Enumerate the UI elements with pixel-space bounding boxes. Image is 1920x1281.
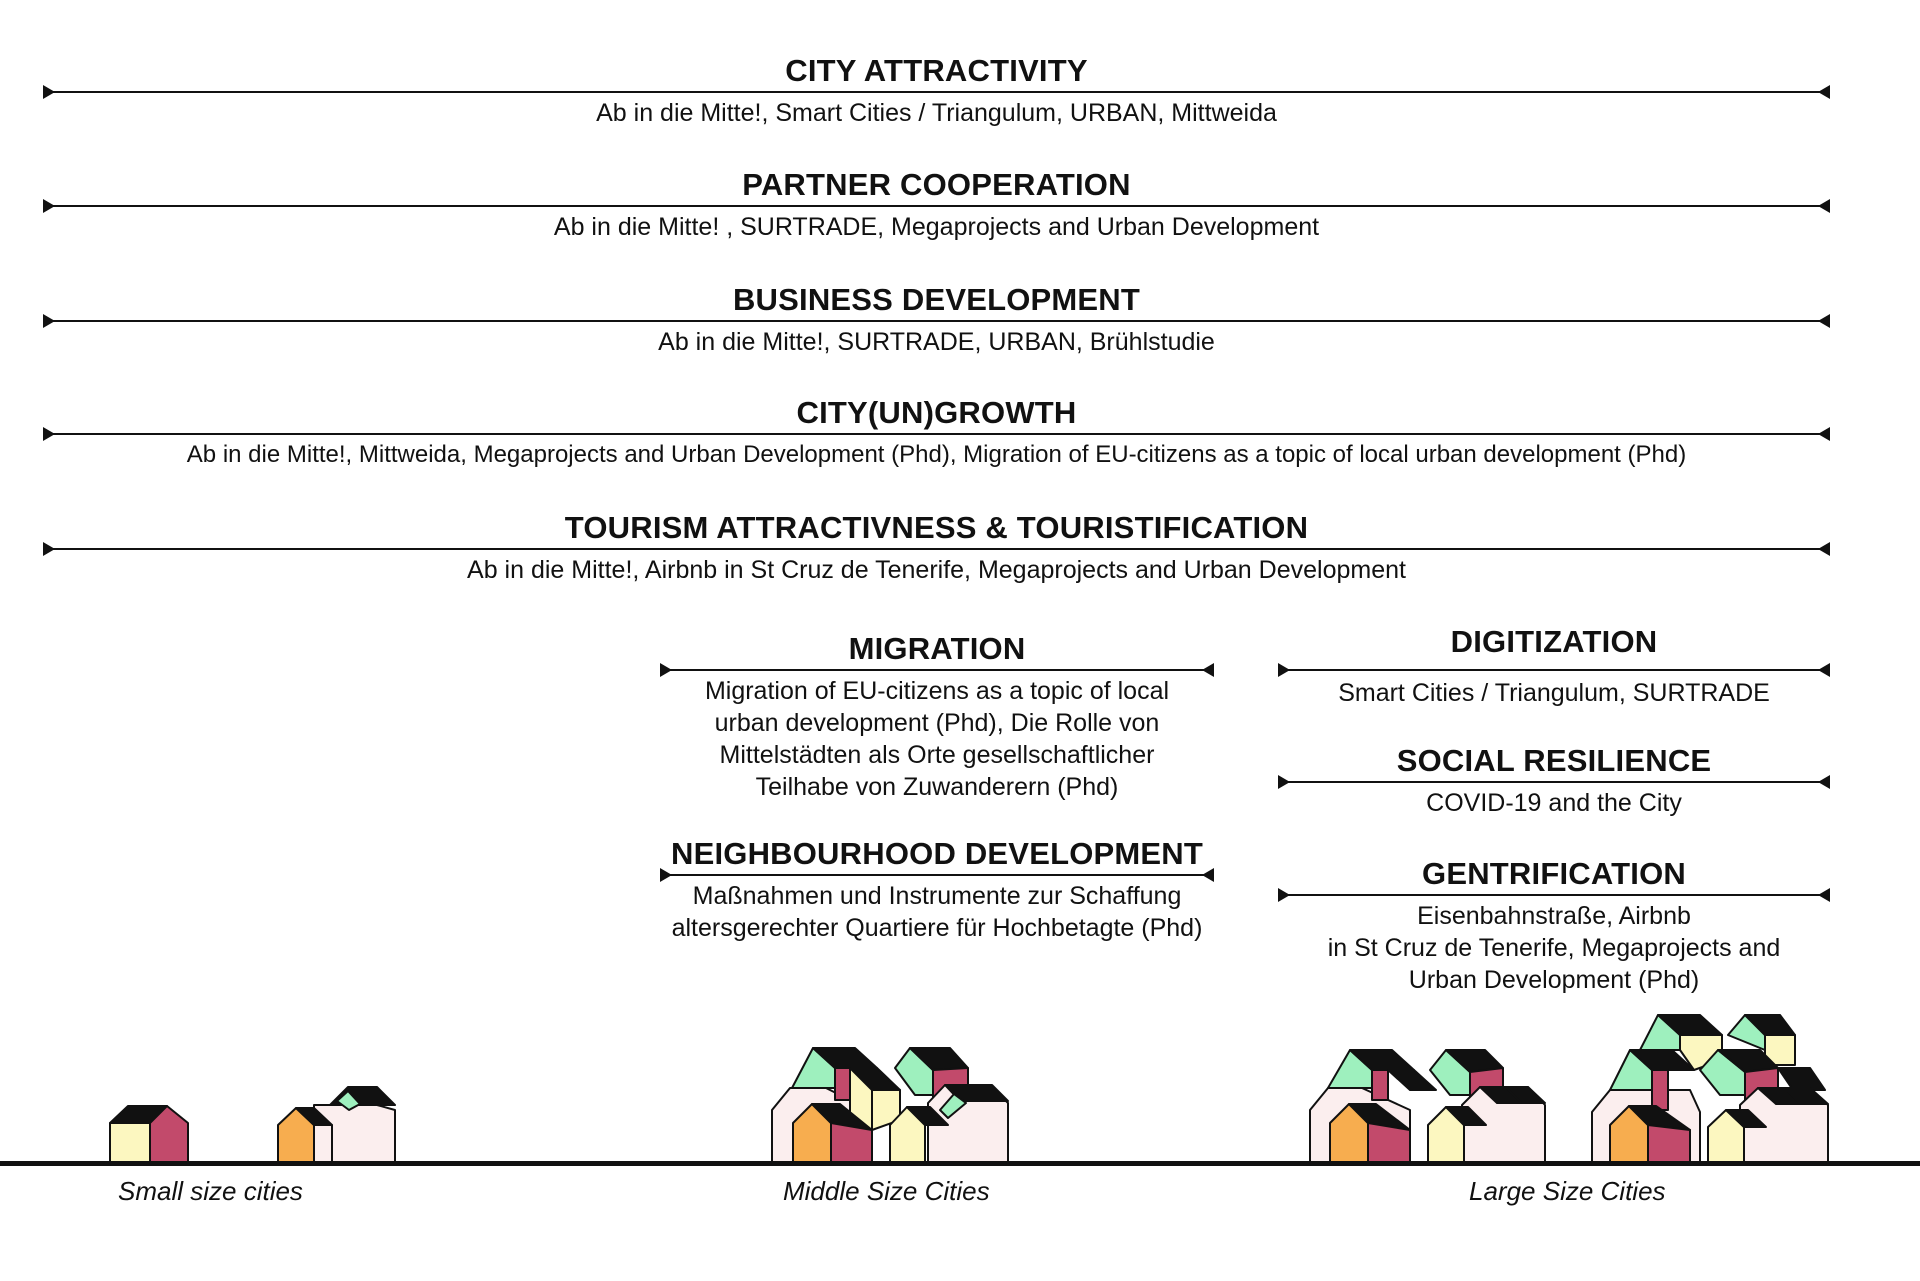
- project-line: in St Cruz de Tenerife, Megaprojects and: [1327, 934, 1781, 962]
- band-title: BUSINESS DEVELOPMENT: [732, 282, 1141, 317]
- band-title: TOURISM ATTRACTIVNESS & TOURISTIFICATION: [564, 510, 1309, 545]
- house-wall-yellow: [110, 1123, 150, 1163]
- band-projects: COVID-19 and the City: [1426, 789, 1682, 817]
- project-line: Migration of EU-citizens as a topic of local: [704, 677, 1170, 705]
- band-projects: Ab in die Mitte! , SURTRADE, Megaprojects and Urban Development: [553, 213, 1320, 241]
- house-wall-raspberry: [1372, 1070, 1388, 1100]
- band-title: PARTNER COOPERATION: [742, 167, 1131, 202]
- band-title: MIGRATION: [848, 631, 1026, 666]
- project-line: altersgerechter Quartiere für Hochbetagte (Phd): [671, 914, 1203, 942]
- project-line: Eisenbahnstraße, Airbnb: [1417, 902, 1691, 930]
- band-projects: Ab in die Mitte!, SURTRADE, URBAN, Brühlstudie: [658, 328, 1215, 356]
- house-wall-raspberry: [835, 1068, 850, 1100]
- project-line: urban development (Phd), Die Rolle von: [714, 709, 1160, 737]
- category-small-cities: Small size cities: [118, 1176, 303, 1206]
- project-line: Urban Development (Phd): [1408, 966, 1700, 994]
- band-title: CITY(UN)GROWTH: [796, 395, 1077, 430]
- house-wall-raspberry: [1648, 1125, 1690, 1163]
- house-wall-raspberry: [1368, 1123, 1410, 1163]
- small-city-houses: [110, 1087, 395, 1163]
- category-middle-cities: Middle Size Cities: [783, 1176, 990, 1206]
- house-roof-black: [1778, 1068, 1825, 1090]
- large-city-houses: [1310, 1015, 1828, 1163]
- house-wall-blush: [314, 1125, 332, 1163]
- ground-line: [0, 1161, 1920, 1166]
- project-line: Teilhabe von Zuwanderern (Phd): [755, 773, 1119, 801]
- band-title: GENTRIFICATION: [1422, 856, 1686, 891]
- house-wall-raspberry: [1652, 1070, 1668, 1110]
- band-title: CITY ATTRACTIVITY: [785, 53, 1088, 88]
- band-projects: Smart Cities / Triangulum, SURTRADE: [1338, 679, 1770, 707]
- project-line: Mittelstädten als Orte gesellschaftlicher: [719, 741, 1155, 769]
- band-title: DIGITIZATION: [1450, 624, 1658, 659]
- band-projects: Ab in die Mitte!, Smart Cities / Triangulum, URBAN, Mittweida: [596, 99, 1277, 127]
- category-large-cities: Large Size Cities: [1469, 1176, 1666, 1206]
- house-roof-black: [1388, 1070, 1436, 1090]
- middle-city-houses: [772, 1048, 1008, 1163]
- band-title: NEIGHBOURHOOD DEVELOPMENT: [670, 836, 1204, 871]
- house-wall-raspberry: [831, 1123, 872, 1163]
- band-title: SOCIAL RESILIENCE: [1396, 743, 1712, 778]
- project-line: Maßnahmen und Instrumente zur Schaffung: [692, 882, 1182, 910]
- band-projects: Ab in die Mitte!, Mittweida, Megaprojects and Urban Development (Phd), Migration of EU-citizens as a topic of local urban development (Phd): [186, 441, 1687, 468]
- band-projects: Ab in die Mitte!, Airbnb in St Cruz de Tenerife, Megaprojects and Urban Development: [467, 556, 1406, 584]
